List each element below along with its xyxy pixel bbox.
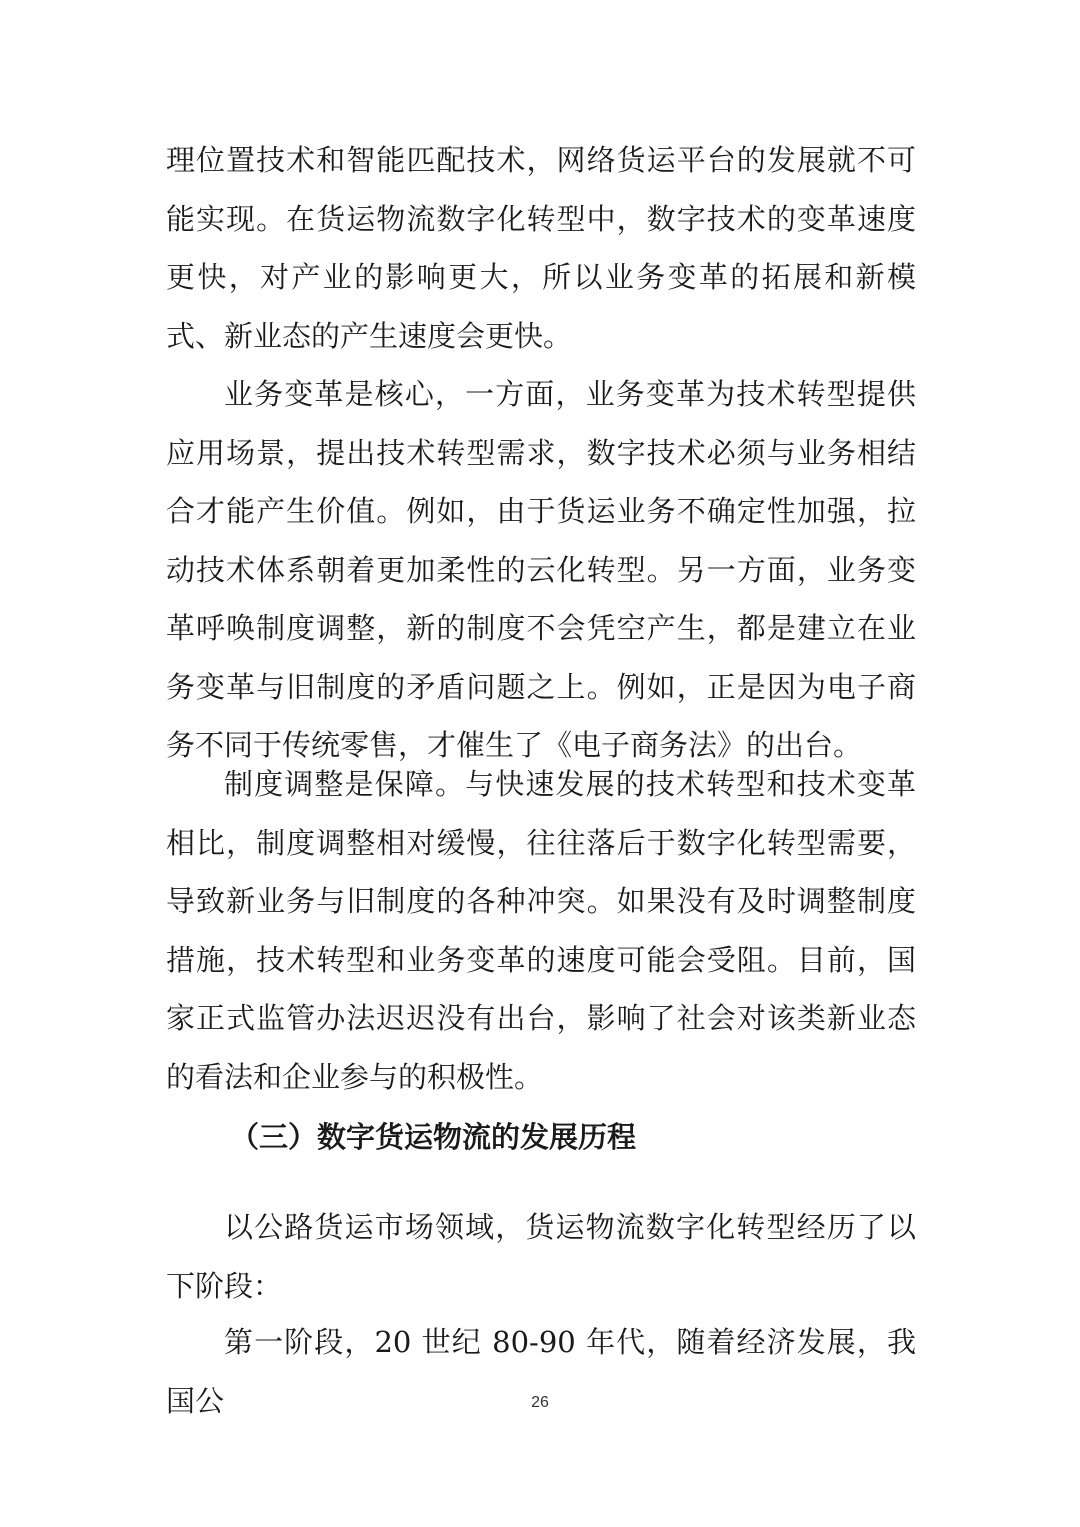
page-number: 26 xyxy=(531,1394,549,1411)
paragraph-continuation: 理位置技术和智能匹配技术，网络货运平台的发展就不可能实现。在货运物流数字化转型中，数字技术的变革速度更快，对产业的影响更大，所以业务变革的拓展和新模式、新业态的产生速度会更快。 xyxy=(166,143,916,353)
paragraph-stages-intro: 以公路货运市场领域，货运物流数字化转型经历了以下阶段： xyxy=(166,1210,916,1303)
paragraph-institutional-adjustment: 制度调整是保障。与快速发展的技术转型和技术变革相比，制度调整相对缓慢，往往落后于数字化转型需要，导致新业务与旧制度的各种冲突。如果没有及时调整制度措施，技术转型和业务变革的速度可能会受阻。目前，国家正式监管办法迟迟没有出台，影响了社会对该类新业态的看法和企业参与的积极性。 xyxy=(166,767,916,1094)
paragraph-first-stage: 第一阶段，20 世纪 80-90 年代，随着经济发展，我国公 xyxy=(166,1325,916,1418)
paragraph-business-transformation: 业务变革是核心，一方面，业务变革为技术转型提供应用场景，提出技术转型需求，数字技术必须与业务相结合才能产生价值。例如，由于货运业务不确定性加强，拉动技术体系朝着更加柔性的云化转型。另一方面，业务变革呼唤制度调整，新的制度不会凭空产生，都是建立在业务变革与旧制度的矛盾问题之上。例如，正是因为电子商务不同于传统零售，才催生了《电子商务法》的出台。 xyxy=(166,377,916,762)
section-heading: （三）数字货运物流的发展历程 xyxy=(230,1120,637,1154)
